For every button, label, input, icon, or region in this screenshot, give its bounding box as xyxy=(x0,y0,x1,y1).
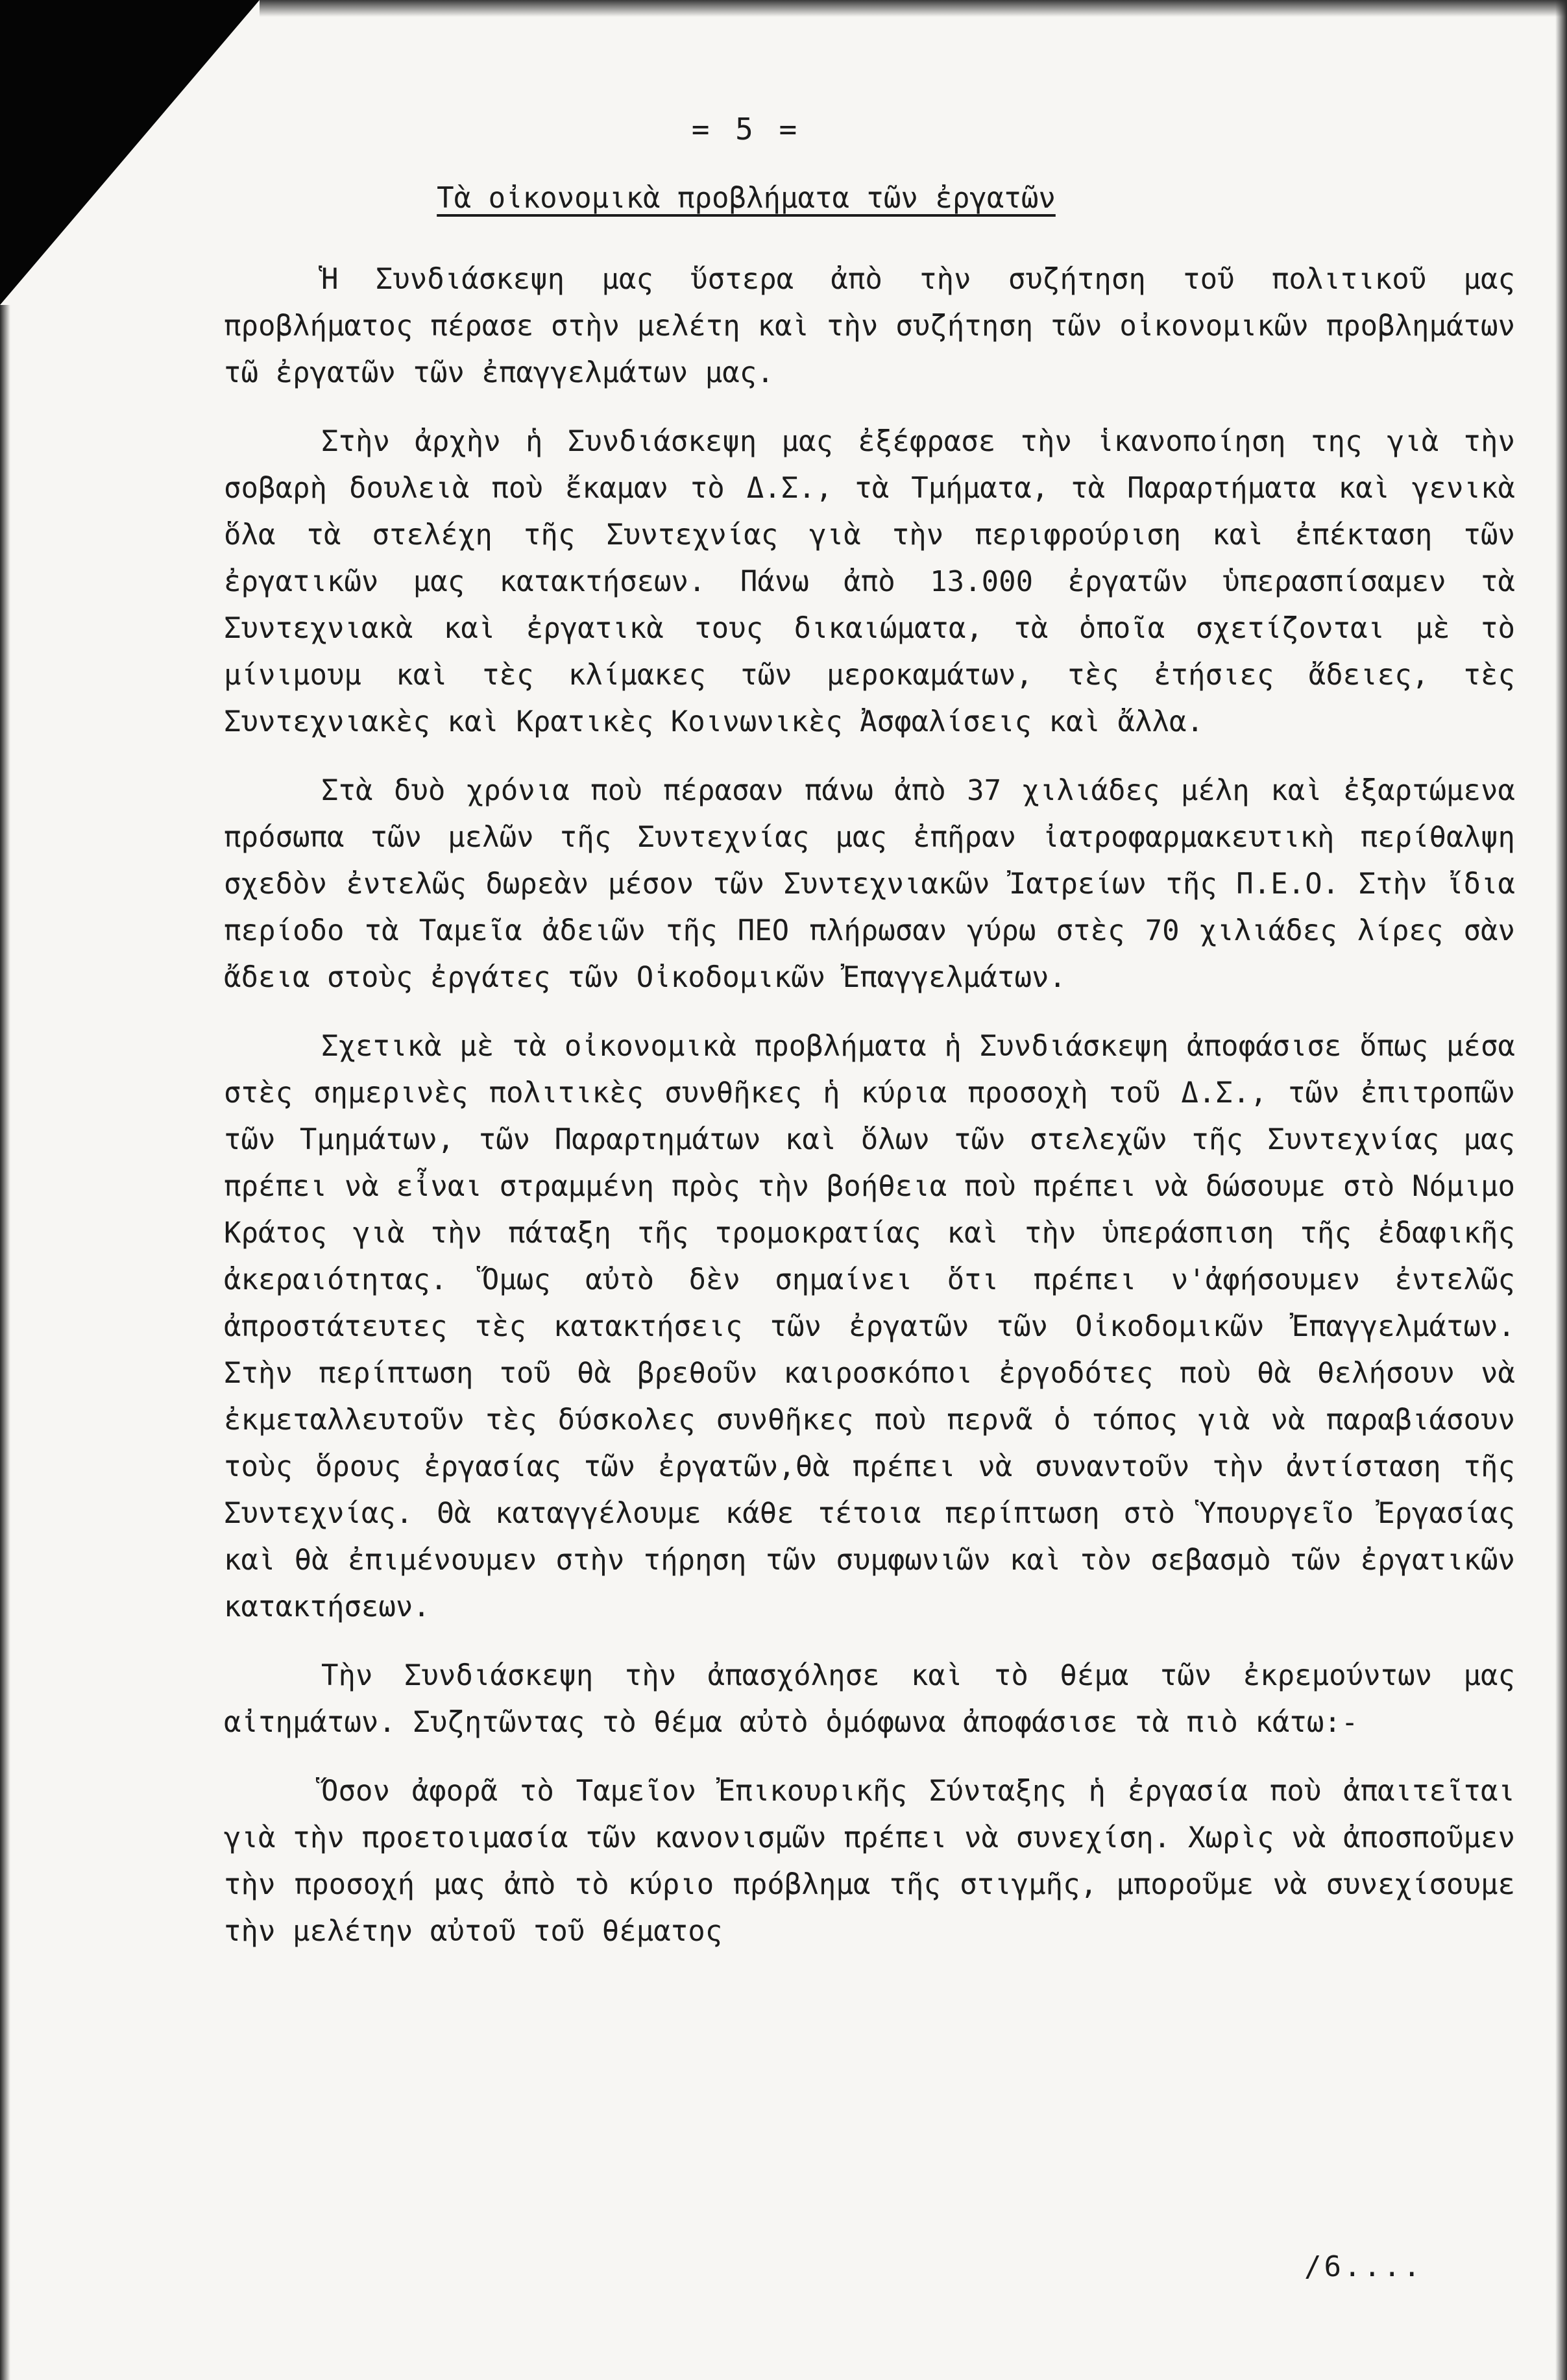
paragraph-3: Στὰ δυὸ χρόνια ποὺ πέρασαν πάνω ἀπὸ 37 χιλιάδες μέλη καὶ ἐξαρτώμενα πρόσωπα τῶν μελῶν τῆς Συντεχνίας μας ἐπῆραν ἰατροφαρμακευτικὴ περίθαλψη σχεδὸν ἐντελῶς δωρεὰν μέσον τῶν Συντεχνιακῶν Ἰατρείων τῆς Π.Ε.Ο. Στὴν ἴδια περίοδο τὰ Ταμεῖα ἀδειῶν τῆς ΠΕΟ πλήρωσαν γύρω στὲς 70 χιλιάδες λίρες σὰν ἄδεια στοὺς ἐργάτες τῶν Οἰκοδομικῶν Ἐπαγγελμάτων. xyxy=(224,774,1515,994)
continuation-marker: /6.... xyxy=(1304,2250,1423,2283)
scan-edge-top xyxy=(260,0,1567,17)
paragraph-1: Ἡ Συνδιάσκεψη μας ὕστερα ἀπὸ τὴν συζήτηση τοῦ πολιτικοῦ μας προβλήματος πέρασε στὴν μελέτη καὶ τὴν συζήτηση τῶν οἰκονομικῶν προβλημάτων τῶ ἐργατῶν τῶν ἐπαγγελμάτων μας. xyxy=(224,263,1515,389)
scan-edge-left xyxy=(0,305,10,2380)
document-body xyxy=(224,256,1515,1977)
scan-corner-shadow xyxy=(0,0,260,305)
paragraph-6: Ὅσον ἀφορᾶ τὸ Ταμεῖον Ἐπικουρικῆς Σύνταξης ἡ ἐργασία ποὺ ἀπαιτεῖται γιὰ τὴν προετοιμασία τῶν κανονισμῶν πρέπει νὰ συνεχίση. Χωρὶς νὰ ἀποσποῦμεν τὴν προσοχή μας ἀπὸ τὸ κύριο πρόβλημα τῆς στιγμῆς, μποροῦμε νὰ συνεχίσουμε τὴν μελέτην αὐτοῦ τοῦ θέματος xyxy=(224,1775,1515,1948)
paragraph-2: Στὴν ἀρχὴν ἡ Συνδιάσκεψη μας ἐξέφρασε τὴν ἱκανοποίηση της γιὰ τὴν σοβαρὴ δουλειὰ ποὺ ἔκαμαν τὸ Δ.Σ., τὰ Τμήματα, τὰ Παραρτήματα καὶ γενικὰ ὅλα τὰ στελέχη τῆς Συντεχνίας γιὰ τὴν περιφρούριση καὶ ἐπέκταση τῶν ἐργατικῶν μας κατακτήσεων. Πάνω ἀπὸ 13.000 ἐργατῶν ὑπερασπίσαμεν τὰ Συντεχνιακὰ καὶ ἐργατικὰ τους δικαιώματα, τὰ ὁποῖα σχετίζονται μὲ τὸ μίνιμουμ καὶ τὲς κλίμακες τῶν μεροκαμάτων, τὲς ἐτήσιες ἄδειες, τὲς Συντεχνιακὲς καὶ Κρατικὲς Κοινωνικὲς Ἀσφαλίσεις καὶ ἄλλα. xyxy=(224,425,1515,738)
paragraph-5: Τὴν Συνδιάσκεψη τὴν ἀπασχόλησε καὶ τὸ θέμα τῶν ἐκρεμούντων μας αἰτημάτων. Συζητῶντας τὸ θέμα αὐτὸ ὁμόφωνα ἀποφάσισε τὰ πιὸ κάτω:- xyxy=(224,1659,1515,1739)
page-title: Τὰ οἰκονομικὰ προβλήματα τῶν ἐργατῶν xyxy=(437,182,1056,215)
page-number: = 5 = xyxy=(691,112,801,147)
scan-edge-right xyxy=(1555,0,1567,2380)
paragraph-4: Σχετικὰ μὲ τὰ οἰκονομικὰ προβλήματα ἡ Συνδιάσκεψη ἀποφάσισε ὅπως μέσα στὲς σημερινὲς πολιτικὲς συνθῆκες ἡ κύρια προσοχὴ τοῦ Δ.Σ., τῶν ἐπιτροπῶν τῶν Τμημάτων, τῶν Παραρτημάτων καὶ ὅλων τῶν στελεχῶν τῆς Συντεχνίας μας πρέπει νὰ εἶναι στραμμένη πρὸς τὴν βοήθεια ποὺ πρέπει νὰ δώσουμε στὸ Νόμιμο Κράτος γιὰ τὴν πάταξη τῆς τρομοκρατίας καὶ τὴν ὑπεράσπιση τῆς ἐδαφικῆς ἀκεραιότητας. Ὅμως αὐτὸ δὲν σημαίνει ὅτι πρέπει ν'ἀφήσουμεν ἐντελῶς ἀπροστάτευτες τὲς κατακτήσεις τῶν ἐργατῶν τῶν Οἰκοδομικῶν Ἐπαγγελμάτων. Στὴν περίπτωση τοῦ θὰ βρεθοῦν καιροσκόποι ἐργοδότες ποὺ θὰ θελήσουν νὰ ἐκμεταλλευτοῦν τὲς δύσκολες συνθῆκες ποὺ περνᾶ ὁ τόπος γιὰ νὰ παραβιάσουν τοὺς ὅρους ἐργασίας τῶν ἐργατῶν,θὰ πρέπει νὰ συναντοῦν τὴν ἀντίσταση τῆς Συντεχνίας. Θὰ καταγγέλουμε κάθε τέτοια περίπτωση στὸ Ὑπουργεῖο Ἐργασίας καὶ θὰ ἐπιμένουμεν στὴν τήρηση τῶν συμφωνιῶν καὶ τὸν σεβασμὸ τῶν ἐργατικῶν κατακτήσεων. xyxy=(224,1030,1515,1623)
